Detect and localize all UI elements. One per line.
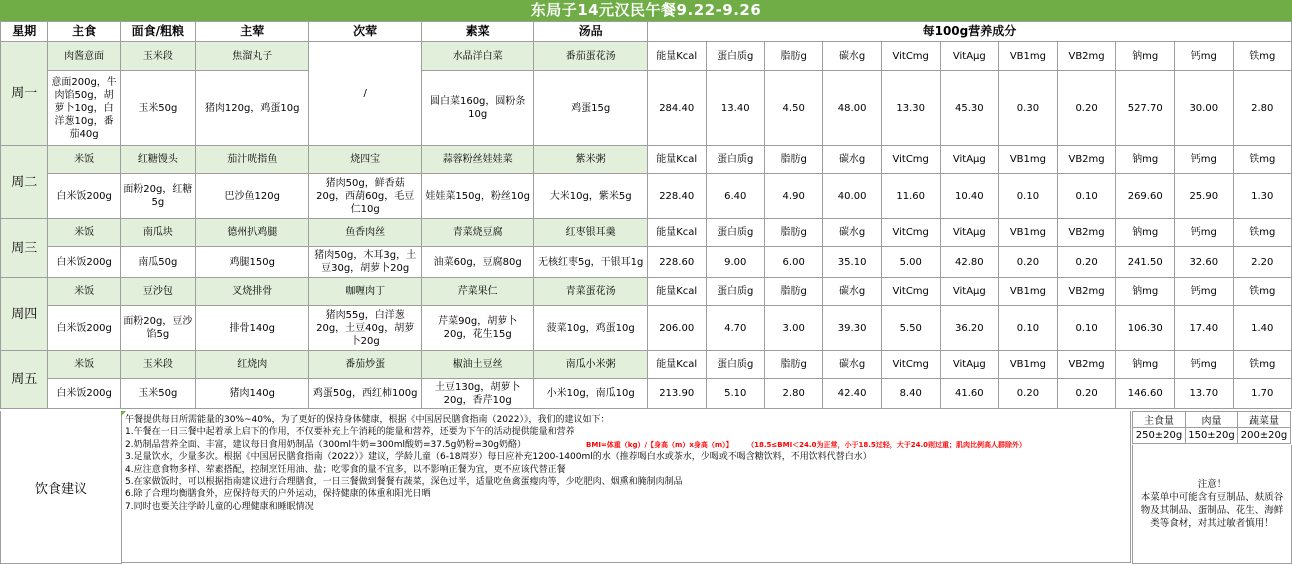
flour-name: 南瓜块 bbox=[120, 219, 195, 247]
nutrient-label: 能量Kcal bbox=[647, 219, 706, 247]
flour-name: 玉米段 bbox=[120, 42, 195, 71]
second-dish-name: 番茄炒蛋 bbox=[309, 351, 421, 379]
nutrient-value: 0.30 bbox=[999, 71, 1058, 146]
second-dish-ingredients: 鸡蛋50g，西红柿100g bbox=[309, 379, 421, 409]
nutrient-label: VB1mg bbox=[999, 278, 1058, 306]
nutrient-value: 0.10 bbox=[999, 174, 1058, 219]
header-veg: 素菜 bbox=[421, 22, 534, 42]
nutrient-label: 铁mg bbox=[1233, 278, 1291, 306]
nutrient-value: 1.30 bbox=[1233, 174, 1291, 219]
flour-ingredients: 玉米50g bbox=[120, 379, 195, 409]
soup-ingredients: 大米10g，紫米5g bbox=[534, 174, 647, 219]
advice-line bbox=[125, 439, 1126, 451]
allergy-note-line: 本菜单中可能含有豆制品、麸质谷 bbox=[1140, 492, 1284, 503]
nutrient-value: 5.10 bbox=[706, 379, 765, 409]
nutrient-value: 8.40 bbox=[881, 379, 940, 409]
nutrient-value: 0.10 bbox=[1057, 174, 1116, 219]
weekday-cell: 周四 bbox=[1, 278, 48, 351]
nutrient-label: 钙mg bbox=[1175, 351, 1234, 379]
staple-name: 米饭 bbox=[48, 351, 120, 379]
nutrient-value: 0.20 bbox=[1057, 247, 1116, 278]
header-soup: 汤品 bbox=[534, 22, 647, 42]
nutrient-label: 碳水g bbox=[823, 351, 882, 379]
header-flour: 面食/粗粮 bbox=[120, 22, 195, 42]
nutrient-label: 钠mg bbox=[1116, 219, 1175, 247]
nutrient-label: 钙mg bbox=[1175, 146, 1234, 174]
nutrient-label: VB1mg bbox=[999, 42, 1058, 71]
nutrient-label: 钙mg bbox=[1175, 278, 1234, 306]
weekday-cell: 周二 bbox=[1, 146, 48, 219]
nutrient-label: VB1mg bbox=[999, 146, 1058, 174]
nutrient-value: 30.00 bbox=[1175, 71, 1234, 146]
staple-ingredients: 白米饭200g bbox=[48, 379, 120, 409]
soup-ingredients: 无核红枣5g，干银耳1g bbox=[534, 247, 647, 278]
day-value-row bbox=[1, 379, 1292, 409]
header-row bbox=[1, 22, 1292, 42]
day-value-row bbox=[1, 247, 1292, 278]
second-dish-name: 烧四宝 bbox=[309, 146, 421, 174]
nutrient-label: 蛋白质g bbox=[706, 278, 765, 306]
soup-ingredients: 菠菜10g，鸡蛋10g bbox=[534, 306, 647, 351]
nutrient-value: 213.90 bbox=[647, 379, 706, 409]
nutrient-value: 4.90 bbox=[765, 174, 823, 219]
nutrient-value: 25.90 bbox=[1175, 174, 1234, 219]
nutrient-value: 0.20 bbox=[1057, 71, 1116, 146]
nutrient-value: 36.20 bbox=[940, 306, 999, 351]
nutrient-value: 0.20 bbox=[999, 247, 1058, 278]
advice-line: 6.除了合理均衡膳食外，应保持每天的户外运动，保持健康的体重和阳光日晒 bbox=[125, 489, 431, 500]
day-dish-row bbox=[1, 351, 1292, 379]
nutrient-value: 0.20 bbox=[999, 379, 1058, 409]
header-main-dish: 主荤 bbox=[195, 22, 309, 42]
second-dish-ingredients: 猪肉50g，鲜香菇20g，西葫60g，毛豆仁10g bbox=[309, 174, 421, 219]
nutrient-label: VB2mg bbox=[1057, 351, 1116, 379]
flour-ingredients: 玉米50g bbox=[120, 71, 195, 146]
weekday-cell: 周五 bbox=[1, 351, 48, 409]
nutrient-label: VitCmg bbox=[881, 219, 940, 247]
menu-table bbox=[0, 21, 1292, 409]
nutrient-value: 9.00 bbox=[706, 247, 765, 278]
nutrient-value: 2.80 bbox=[1233, 71, 1291, 146]
nutrient-label: VB2mg bbox=[1057, 146, 1116, 174]
nutrient-value: 3.00 bbox=[765, 306, 823, 351]
staple-ingredients: 白米饭200g bbox=[48, 174, 120, 219]
day-dish-row bbox=[1, 219, 1292, 247]
staple-ingredients: 白米饭200g bbox=[48, 247, 120, 278]
header-nutrition: 每100g营养成分 bbox=[647, 22, 1291, 42]
nutrient-label: 脂肪g bbox=[765, 278, 823, 306]
second-dish-name: 鱼香肉丝 bbox=[309, 219, 421, 247]
day-value-row bbox=[1, 71, 1292, 146]
staple-name: 肉酱意面 bbox=[48, 42, 120, 71]
advice-text bbox=[121, 411, 1131, 563]
nutrient-label: 钠mg bbox=[1116, 42, 1175, 71]
weekday-cell: 周一 bbox=[1, 42, 48, 146]
nutrient-label: 脂肪g bbox=[765, 146, 823, 174]
advice-section bbox=[0, 411, 1292, 565]
main-dish-ingredients: 鸡腿150g bbox=[195, 247, 309, 278]
header-staple: 主食 bbox=[48, 22, 120, 42]
soup-name: 紫米粥 bbox=[534, 146, 647, 174]
day-value-row bbox=[1, 306, 1292, 351]
nutrient-label: 钙mg bbox=[1175, 219, 1234, 247]
nutrient-value: 42.40 bbox=[823, 379, 882, 409]
nutrient-label: 钠mg bbox=[1116, 146, 1175, 174]
nutrient-label: 能量Kcal bbox=[647, 42, 706, 71]
nutrient-label: 碳水g bbox=[823, 219, 882, 247]
staple-name: 米饭 bbox=[48, 146, 120, 174]
nutrient-value: 228.40 bbox=[647, 174, 706, 219]
main-dish-name: 茄汁咣指鱼 bbox=[195, 146, 309, 174]
nutrient-value: 1.40 bbox=[1233, 306, 1291, 351]
veg-ingredients: 油菜60g，豆腐80g bbox=[421, 247, 534, 278]
advice-line: 午餐提供每日所需能量的30%~40%，为了更好的保持身体健康，根据《中国居民膳食指南（2022）》，我们的建议如下： bbox=[125, 415, 610, 425]
advice-line: 4.应注意食物多样、荤素搭配，控制烹饪用油、盐；吃零食的量不宜多，以不影响正餐为宜，更不应该代替正餐 bbox=[125, 464, 566, 475]
nutrient-label: 能量Kcal bbox=[647, 278, 706, 306]
nutrient-value: 4.50 bbox=[765, 71, 823, 146]
nutrient-label: 蛋白质g bbox=[706, 42, 765, 71]
second-dish-cell: / bbox=[309, 42, 421, 146]
nutrient-label: VitAμg bbox=[940, 42, 999, 71]
nutrient-label: 铁mg bbox=[1233, 219, 1291, 247]
nutrient-value: 32.60 bbox=[1175, 247, 1234, 278]
nutrient-label: VitAμg bbox=[940, 146, 999, 174]
advice-line: 1.午餐在一日三餐中起着承上启下的作用，不仅要补充上午消耗的能量和营养，还要为下午的活动提供能量和营养 bbox=[125, 427, 575, 438]
nutrient-value: 35.10 bbox=[823, 247, 882, 278]
advice-line: 3.足量饮水，少量多次。根据《中国居民膳食指南（2022）》建议，学龄儿童（6-18周岁）每日应补充1200-1400ml的水（推荐喝白水或茶水，少喝或不喝含糖饮料，不用饮料代替白水） bbox=[125, 452, 872, 463]
veg-name: 芹菜果仁 bbox=[421, 278, 534, 306]
allergy-note-title: 注意！ bbox=[1197, 479, 1227, 490]
nutrient-value: 527.70 bbox=[1116, 71, 1175, 146]
main-dish-ingredients: 猪肉140g bbox=[195, 379, 309, 409]
main-dish-name: 红烧肉 bbox=[195, 351, 309, 379]
portion-value-veg: 200±20g bbox=[1238, 428, 1291, 444]
nutrient-label: VitCmg bbox=[881, 42, 940, 71]
main-dish-ingredients: 巴沙鱼120g bbox=[195, 174, 309, 219]
menu-title: 东局子14元汉民午餐9.22-9.26 bbox=[0, 0, 1292, 21]
nutrient-value: 48.00 bbox=[823, 71, 882, 146]
main-dish-ingredients: 排骨140g bbox=[195, 306, 309, 351]
flour-name: 红糖馒头 bbox=[120, 146, 195, 174]
advice-label: 饮食建议 bbox=[0, 411, 122, 564]
nutrient-label: VitCmg bbox=[881, 278, 940, 306]
soup-ingredients: 鸡蛋15g bbox=[534, 71, 647, 146]
veg-ingredients: 圆白菜160g，圆粉条10g bbox=[421, 71, 534, 146]
nutrient-label: 碳水g bbox=[823, 42, 882, 71]
veg-name: 蒜蓉粉丝娃娃菜 bbox=[421, 146, 534, 174]
allergy-note bbox=[1132, 445, 1292, 564]
nutrient-value: 2.20 bbox=[1233, 247, 1291, 278]
nutrient-value: 11.60 bbox=[881, 174, 940, 219]
portion-label-meat: 肉量 bbox=[1186, 412, 1238, 428]
nutrient-value: 4.70 bbox=[706, 306, 765, 351]
nutrient-value: 1.70 bbox=[1233, 379, 1291, 409]
nutrient-label: VB1mg bbox=[999, 351, 1058, 379]
nutrient-label: 钠mg bbox=[1116, 278, 1175, 306]
nutrient-label: 蛋白质g bbox=[706, 146, 765, 174]
day-dish-row bbox=[1, 278, 1292, 306]
nutrient-label: VB2mg bbox=[1057, 219, 1116, 247]
advice-line: 5.在家做饭时，可以根据指南建议进行合理膳食，一日三餐做到餐餐有蔬菜，深色过半，适量吃鱼禽蛋瘦肉等，少吃肥肉、烟熏和腌制肉制品 bbox=[125, 477, 683, 488]
soup-ingredients: 小米10g，南瓜10g bbox=[534, 379, 647, 409]
nutrient-label: 脂肪g bbox=[765, 219, 823, 247]
day-dish-row bbox=[1, 42, 1292, 71]
bmi-formula: BMI=体重（kg）/【身高（m）x身高（m）】 bbox=[586, 440, 733, 449]
nutrient-value: 39.30 bbox=[823, 306, 882, 351]
header-second-dish: 次荤 bbox=[309, 22, 421, 42]
advice-line: 7.同时也要关注学龄儿童的心理健康和睡眠情况 bbox=[125, 501, 314, 512]
staple-ingredients: 意面200g，牛肉馅50g，胡萝卜10g，白洋葱10g，番茄40g bbox=[48, 71, 120, 146]
nutrient-value: 6.40 bbox=[706, 174, 765, 219]
nutrient-value: 13.40 bbox=[706, 71, 765, 146]
staple-name: 米饭 bbox=[48, 278, 120, 306]
nutrient-value: 40.00 bbox=[823, 174, 882, 219]
nutrient-label: 蛋白质g bbox=[706, 351, 765, 379]
flour-ingredients: 南瓜50g bbox=[120, 247, 195, 278]
nutrient-label: 钠mg bbox=[1116, 351, 1175, 379]
nutrient-value: 41.60 bbox=[940, 379, 999, 409]
nutrient-value: 284.40 bbox=[647, 71, 706, 146]
nutrient-label: 铁mg bbox=[1233, 146, 1291, 174]
nutrient-label: 能量Kcal bbox=[647, 146, 706, 174]
nutrient-value: 106.30 bbox=[1116, 306, 1175, 351]
weekday-cell: 周三 bbox=[1, 219, 48, 278]
veg-name: 水晶洋白菜 bbox=[421, 42, 534, 71]
nutrient-label: VB1mg bbox=[999, 219, 1058, 247]
day-value-row bbox=[1, 174, 1292, 219]
header-weekday: 星期 bbox=[1, 22, 48, 42]
main-dish-name: 德州扒鸡腿 bbox=[195, 219, 309, 247]
nutrient-value: 5.50 bbox=[881, 306, 940, 351]
second-dish-ingredients: 猪肉55g，白洋葱20g，土豆40g，胡萝卜20g bbox=[309, 306, 421, 351]
nutrient-value: 2.80 bbox=[765, 379, 823, 409]
allergy-note-line: 物及其制品、蛋制品、花生、海鲜 bbox=[1140, 505, 1284, 516]
second-dish-name: 咖喱肉丁 bbox=[309, 278, 421, 306]
nutrient-value: 13.70 bbox=[1175, 379, 1234, 409]
flour-ingredients: 面粉20g，红糖5g bbox=[120, 174, 195, 219]
nutrient-label: 铁mg bbox=[1233, 351, 1291, 379]
veg-name: 青菜烧豆腐 bbox=[421, 219, 534, 247]
nutrient-value: 206.00 bbox=[647, 306, 706, 351]
portion-label-veg: 蔬菜量 bbox=[1238, 412, 1291, 428]
allergy-note-line: 类等食材，对其过敏者慎用！ bbox=[1150, 518, 1274, 529]
nutrient-value: 0.10 bbox=[999, 306, 1058, 351]
flour-name: 豆沙包 bbox=[120, 278, 195, 306]
nutrient-value: 42.80 bbox=[940, 247, 999, 278]
soup-name: 青菜蛋花汤 bbox=[534, 278, 647, 306]
staple-name: 米饭 bbox=[48, 219, 120, 247]
nutrient-label: VitCmg bbox=[881, 146, 940, 174]
portion-value-meat: 150±20g bbox=[1186, 428, 1238, 444]
flour-ingredients: 面粉20g，豆沙馅5g bbox=[120, 306, 195, 351]
nutrient-label: VitCmg bbox=[881, 351, 940, 379]
nutrient-value: 228.60 bbox=[647, 247, 706, 278]
nutrient-label: VitAμg bbox=[940, 278, 999, 306]
nutrient-value: 269.60 bbox=[1116, 174, 1175, 219]
main-dish-name: 叉烧排骨 bbox=[195, 278, 309, 306]
veg-ingredients: 芹菜90g，胡萝卜20g，花生15g bbox=[421, 306, 534, 351]
nutrient-value: 146.60 bbox=[1116, 379, 1175, 409]
veg-ingredients: 娃娃菜150g，粉丝10g bbox=[421, 174, 534, 219]
nutrient-label: 脂肪g bbox=[765, 351, 823, 379]
soup-name: 红枣银耳羹 bbox=[534, 219, 647, 247]
nutrient-label: VB2mg bbox=[1057, 42, 1116, 71]
nutrient-value: 13.30 bbox=[881, 71, 940, 146]
portion-label-staple: 主食量 bbox=[1133, 412, 1186, 428]
nutrient-value: 241.50 bbox=[1116, 247, 1175, 278]
nutrient-value: 0.10 bbox=[1057, 306, 1116, 351]
nutrient-value: 45.30 bbox=[940, 71, 999, 146]
staple-ingredients: 白米饭200g bbox=[48, 306, 120, 351]
nutrient-label: 能量Kcal bbox=[647, 351, 706, 379]
nutrient-value: 10.40 bbox=[940, 174, 999, 219]
main-dish-name: 焦溜丸子 bbox=[195, 42, 309, 71]
day-dish-row bbox=[1, 146, 1292, 174]
nutrient-label: 铁mg bbox=[1233, 42, 1291, 71]
main-dish-ingredients: 猪肉120g，鸡蛋10g bbox=[195, 71, 309, 146]
nutrient-label: 蛋白质g bbox=[706, 219, 765, 247]
nutrient-label: VB2mg bbox=[1057, 278, 1116, 306]
veg-name: 椒油土豆丝 bbox=[421, 351, 534, 379]
nutrient-value: 6.00 bbox=[765, 247, 823, 278]
portion-value-staple: 250±20g bbox=[1133, 428, 1186, 444]
nutrient-label: 碳水g bbox=[823, 146, 882, 174]
portion-table bbox=[1132, 411, 1291, 444]
soup-name: 番茄蛋花汤 bbox=[534, 42, 647, 71]
advice-line-text: 2.奶制品营养全面、丰富，建议每日食用奶制品（300ml牛奶=300ml酸奶=37.5g奶粉=30g奶酪） bbox=[125, 439, 527, 450]
flour-name: 玉米段 bbox=[120, 351, 195, 379]
nutrient-label: VitAμg bbox=[940, 351, 999, 379]
bmi-range: （18.5≤BMI＜24.0为正常，小于18.5过轻，大于24.0则过重；肌肉比例高人群除外） bbox=[750, 440, 1026, 449]
nutrient-label: 碳水g bbox=[823, 278, 882, 306]
nutrient-label: 脂肪g bbox=[765, 42, 823, 71]
soup-name: 南瓜小米粥 bbox=[534, 351, 647, 379]
second-dish-ingredients: 猪肉50g，木耳3g，土豆30g，胡萝卜20g bbox=[309, 247, 421, 278]
veg-ingredients: 土豆130g，胡萝卜20g，香芹10g bbox=[421, 379, 534, 409]
nutrient-label: 钙mg bbox=[1175, 42, 1234, 71]
nutrient-value: 0.20 bbox=[1057, 379, 1116, 409]
nutrient-value: 5.00 bbox=[881, 247, 940, 278]
nutrient-value: 17.40 bbox=[1175, 306, 1234, 351]
nutrient-label: VitAμg bbox=[940, 219, 999, 247]
